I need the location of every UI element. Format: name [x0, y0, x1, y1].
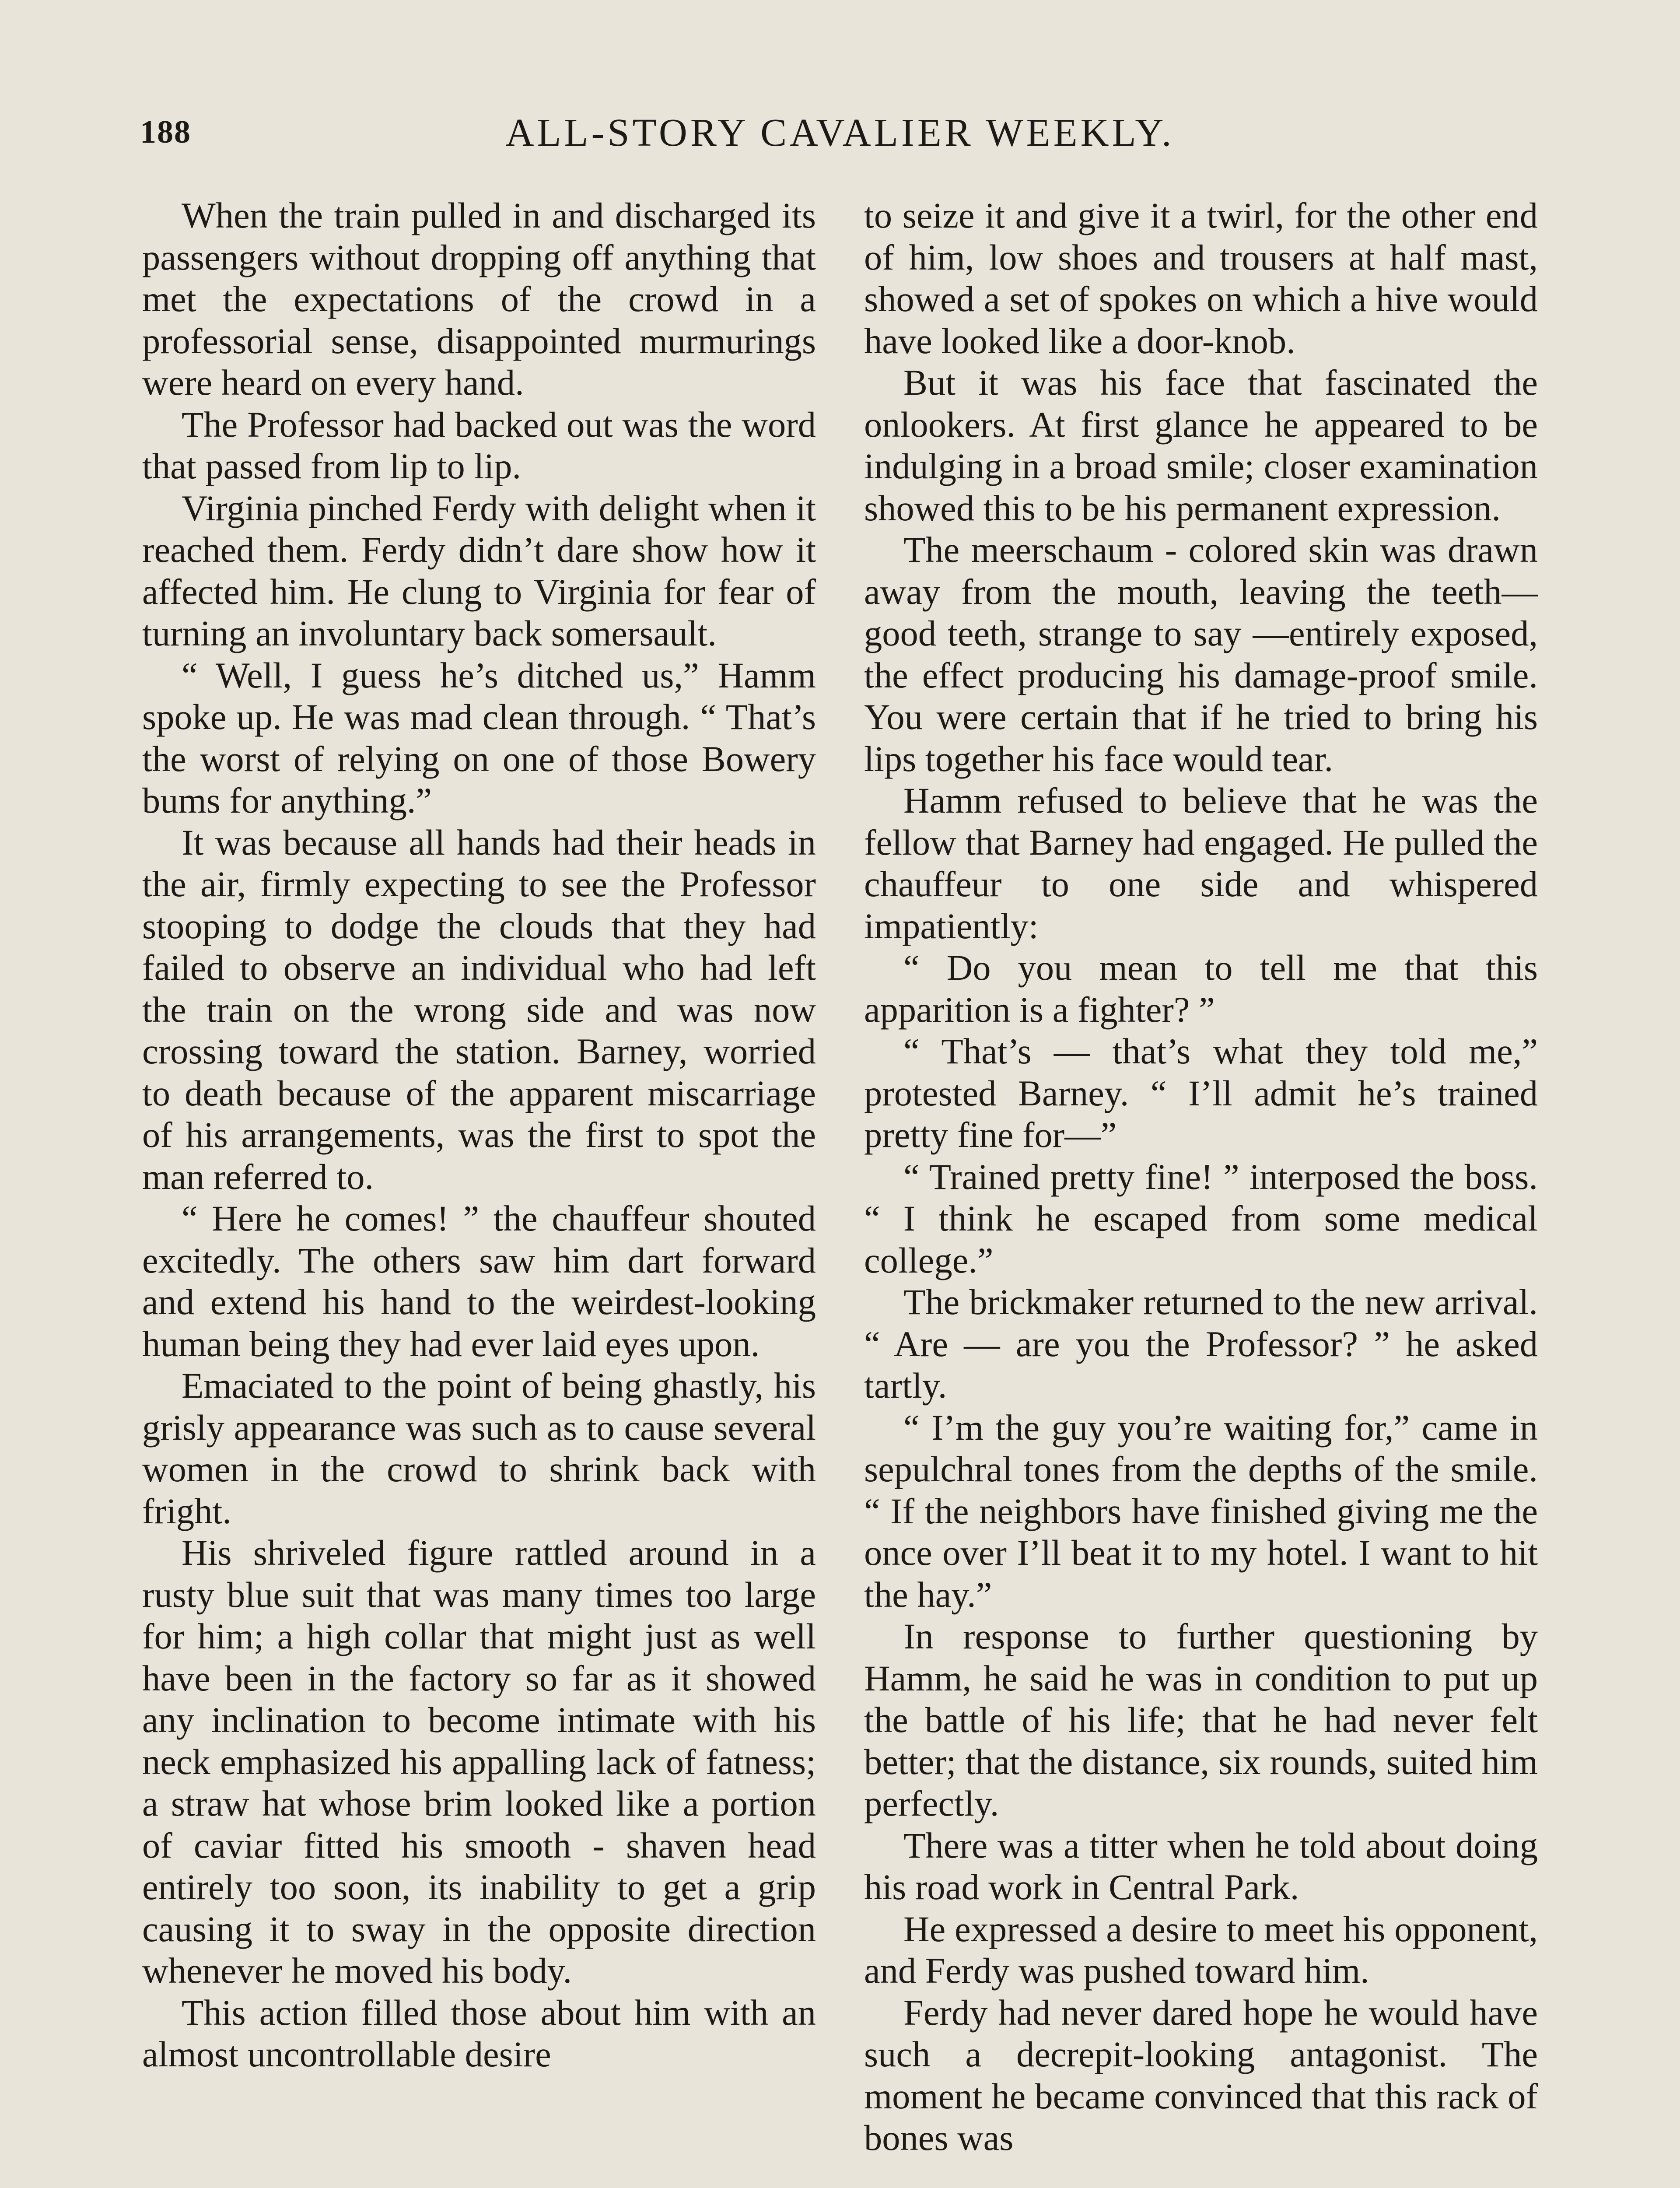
paragraph: He expressed a desire to meet his opponent, and Ferdy was pushed toward him. [864, 1908, 1538, 1991]
paragraph: “ Do you mean to tell me that this apparition is a fighter? ” [864, 947, 1538, 1030]
paragraph-continued: to seize it and give it a twirl, for the other end of him, low shoes and trousers at half mast, showed a set of spokes on which a hive would have looked like a door-knob. [864, 195, 1538, 361]
paragraph: The Professor had backed out was the word that passed from lip to lip. [142, 404, 816, 486]
left-column [142, 195, 816, 2076]
paragraph: There was a titter when he told about doing his road work in Central Park. [864, 1825, 1538, 1907]
paragraph: His shriveled figure rattled around in a rusty blue suit that was many times too large for him; a high collar that might just as well have been in the factory so far as it showed any inclination to become intimate with his neck emphasized his appalling lack of fatness; a straw hat whose brim looked like a portion of caviar fitted his smooth - shaven head entirely too soon, its inability to get a grip causing it to sway in the opposite direction whenever he moved his body. [142, 1532, 816, 1991]
right-column [864, 195, 1538, 2159]
paragraph: In response to further questioning by Hamm, he said he was in condition to put up the battle of his life; that he had never felt better; that the distance, six rounds, suited him perfectly. [864, 1616, 1538, 1823]
paragraph: When the train pulled in and discharged its passengers without dropping off anything that met the expectations of the crowd in a professorial sense, disappointed murmurings were heard on every hand. [142, 195, 816, 403]
paragraph: The brickmaker returned to the new arrival. “ Are — are you the Professor? ” he asked tartly. [864, 1282, 1538, 1406]
paragraph: Hamm refused to believe that he was the fellow that Barney had engaged. He pulled the chauffeur to one side and whispered impatiently: [864, 780, 1538, 946]
paragraph: “ I’m the guy you’re waiting for,” came in sepulchral tones from the depths of the smile. “ If the neighbors have finished giving me the once over I’ll beat it to my hotel. I want to hit the hay.” [864, 1407, 1538, 1615]
paragraph: This action filled those about him with an almost uncontrollable desire [142, 1992, 816, 2074]
paragraph: “ Here he comes! ” the chauffeur shouted excitedly. The others saw him dart forward and extend his hand to the weirdest-looking human being they had ever laid eyes upon. [142, 1198, 816, 1364]
page-number: 188 [140, 114, 191, 150]
paragraph: Emaciated to the point of being ghastly, his grisly appearance was such as to cause several women in the crowd to shrink back with fright. [142, 1365, 816, 1531]
paragraph: The meerschaum - colored skin was drawn away from the mouth, leaving the teeth—good teeth, strange to say —entirely exposed, the effect producing his damage-proof smile. You were certain that if he tried to bring his lips together his face would tear. [864, 529, 1538, 779]
paragraph: “ Well, I guess he’s ditched us,” Hamm spoke up. He was mad clean through. “ That’s the worst of relying on one of those Bowery bums for anything.” [142, 655, 816, 820]
running-head: ALL-STORY CAVALIER WEEKLY. [505, 111, 1175, 154]
paragraph: “ Trained pretty fine! ” interposed the boss. “ I think he escaped from some medical college.” [864, 1156, 1538, 1280]
page-header [0, 101, 1680, 171]
paragraph: But it was his face that fascinated the onlookers. At first glance he appeared to be indulging in a broad smile; closer examination showed this to be his permanent expression. [864, 362, 1538, 528]
paragraph: It was because all hands had their heads in the air, firmly expecting to see the Professor stooping to dodge the clouds that they had failed to observe an individual who had left the train on the wrong side and was now crossing toward the station. Barney, worried to death because of the apparent miscarriage of his arrangements, was the first to spot the man referred to. [142, 822, 816, 1197]
paragraph: “ That’s — that’s what they told me,” protested Barney. “ I’ll admit he’s trained pretty fine for—” [864, 1031, 1538, 1155]
paragraph: Ferdy had never dared hope he would have such a decrepit-looking antagonist. The moment he became convinced that this rack of bones was [864, 1992, 1538, 2158]
paragraph: Virginia pinched Ferdy with delight when it reached them. Ferdy didn’t dare show how it affected him. He clung to Virginia for fear of turning an involuntary back somersault. [142, 487, 816, 653]
